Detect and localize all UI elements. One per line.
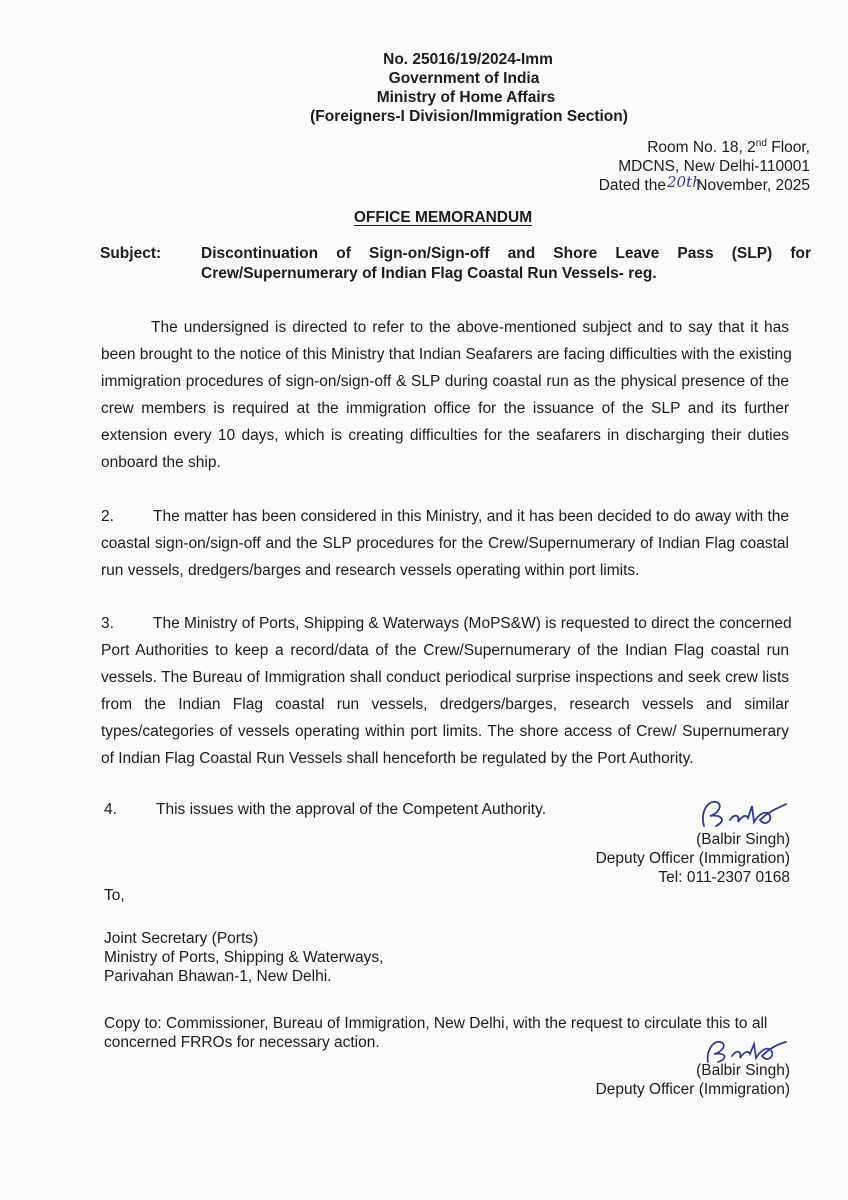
signatory-block-2 — [596, 1061, 790, 1099]
paragraph-3: 3. The Ministry of Ports, Shipping & Waterways (MoPS&W) is requested to direct the concerned Port Authorities to keep a record/data of the Crew/Supernumerary of the Indian Flag coastal run vessels. The Bureau of Immigration shall conduct periodical surprise inspections and seek crew lists from the Indian Flag coastal run vessels, dredgers/barges, research vessels and similar types/categories of vessels operating within port limits. The shore access of Crew/ Supernumerary of Indian Flag Coastal Run Vessels shall henceforth be regulated by the Port Authority. — [101, 610, 789, 772]
subject-text: Discontinuation of Sign-on/Sign-off and Shore Leave Pass (SLP) for Crew/Supernumerary of Indian Flag Coastal Run Vessels- reg. — [201, 245, 811, 282]
division-name: (Foreigners-I Division/Immigration Section) — [310, 108, 628, 125]
paragraph-4: 4. This issues with the approval of the Competent Authority. — [104, 801, 546, 818]
handwritten-date-text: 20th — [667, 173, 702, 191]
memo-title: OFFICE MEMORANDUM — [353, 209, 533, 226]
handwritten-date-mark — [665, 167, 705, 193]
paragraph-number: 2. — [101, 508, 114, 525]
date-line: Dated the November, 2025 — [598, 177, 810, 194]
to-label: To, — [104, 887, 125, 904]
signatory-name: (Balbir Singh) — [696, 831, 790, 848]
subject-label: Subject: — [100, 245, 162, 262]
paragraph-2: 2. The matter has been considered in this Ministry, and it has been decided to do away with the coastal sign-on/sign-off and the SLP procedures for the Crew/Supernumerary of Indian Flag coastal run vessels, dredgers/barges and research vessels operating within port limits. — [101, 503, 789, 584]
room-line: Room No. 18, 2nd Floor, — [647, 137, 810, 156]
copy-to-block: Copy to: Commissioner, Bureau of Immigration, New Delhi, with the request to circulate this to all concerned FRROs for necessary action. — [104, 1015, 768, 1051]
signatory-block — [596, 830, 790, 887]
file-number: No. 25016/19/2024-Imm — [383, 51, 553, 68]
signature-1-text: Balbir — [690, 792, 693, 793]
letterhead — [0, 50, 848, 126]
signatory-name-2: (Balbir Singh) — [696, 1062, 790, 1079]
government-name: Government of India — [388, 70, 540, 87]
signatory-tel: Tel: 011-2307 0168 — [658, 869, 790, 886]
signatory-designation: Deputy Officer (Immigration) — [595, 850, 790, 867]
addressee-block: Joint Secretary (Ports) Ministry of Ports, Shipping & Waterways, Parivahan Bhawan-1, New Delhi. — [104, 930, 384, 985]
paragraph-number: 4. — [104, 801, 117, 818]
paragraph-1: The undersigned is directed to refer to the above-mentioned subject and to say that it has been brought to the notice of this Ministry that Indian Seafarers are facing difficulties with the existing immigration procedures of sign-on/sign-off & SLP during coastal run as the physical presence of the crew members is required at the immigration office for the issuance of the SLP and its further extension every 10 days, which is creating difficulties for the seafarers in discharging their duties onboard the ship. — [101, 319, 792, 471]
paragraph-number: 3. — [101, 615, 114, 632]
signatory-designation-2: Deputy Officer (Immigration) — [595, 1081, 790, 1098]
ministry-name: Ministry of Home Affairs — [376, 89, 556, 106]
place-line: MDCNS, New Delhi-110001 — [618, 158, 810, 175]
